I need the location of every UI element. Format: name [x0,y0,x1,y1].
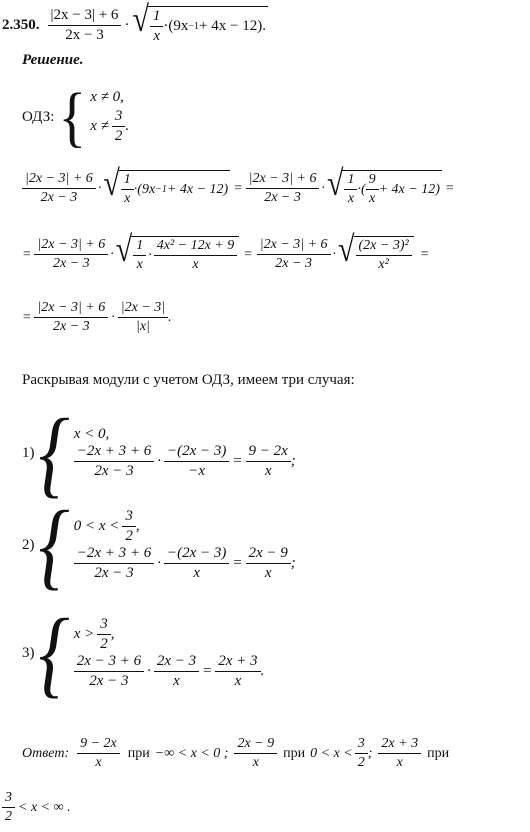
problem-fraction: |2x − 3| + 6 2x − 3 [48,7,122,45]
chain-line-1: |2x − 3| + 6 2x − 3 · √ 1 x ·(9x −1 + 4x − 12) = $\frac{|2x - 3| + 6}{2x - 3}$ · √ 1 x ·( 9 x + 4x − 12) = [22,170,454,207]
solution-title: Решение. [22,52,84,68]
odz-condition-2: x ≠ 3 2 . [90,107,130,144]
cases-intro: Раскрывая модули с учетом ОДЗ, имеем три случая: [22,372,355,388]
odz-label: ОДЗ: [22,108,55,125]
case-1: 1) { x < 0, −2x + 3 + 6 2x − 3 · $\frac{-(2x - 3)}{-x}$ = $\frac{9 - 2x}{x}$ ; [22,398,296,507]
chain-line-2: = $\frac{|2x - 3| + 6}{2x - 3}$ · √ 1 x · 4x² − 12x + 9 x = $\frac{|2x - 3| + 6}{2x - 3}$ · √ (2x − 3)² x² = [22,229,430,273]
problem-root: √ 1 x ·(9x −1 + 4x − 12). [132,0,266,45]
odz-block [22,79,130,154]
case-3: 3) { x > 3 2 , 2x − 3 + 6 2x − 3 · $\frac{2x - 3}{x}$ = $\frac{2x + 3}{x}$ . [22,598,265,707]
odz-brace: { [58,79,87,154]
answer-line: Ответ: 9 − 2x x при −∞ < x < 0 ; 2x − 9 x при 0 < x < 3 2 ; 2x + 3 x при [22,736,450,771]
problem-statement: 2.350. |2x − 3| + 6 2x − 3 · √ 1 x ·(9x −1 + 4x − 12). [2,0,266,45]
odz-condition-1: x ≠ 0, [90,88,124,105]
problem-number: 2.350. [2,17,40,34]
answer-label: Ответ: [22,745,70,761]
answer-continuation: 3 2 < x < ∞ . [2,790,71,825]
case-2: 2) { 0 < x < 3 2 , −2x + 3 + 6 2x − 3 · $\frac{-(2x - 3)}{x}$ = $\frac{2x - 9}{x}$ ; [22,490,296,599]
chain-line-3: = $\frac{|2x - 3| + 6}{2x - 3}$ · |2x − 3| |x| . [22,300,172,335]
